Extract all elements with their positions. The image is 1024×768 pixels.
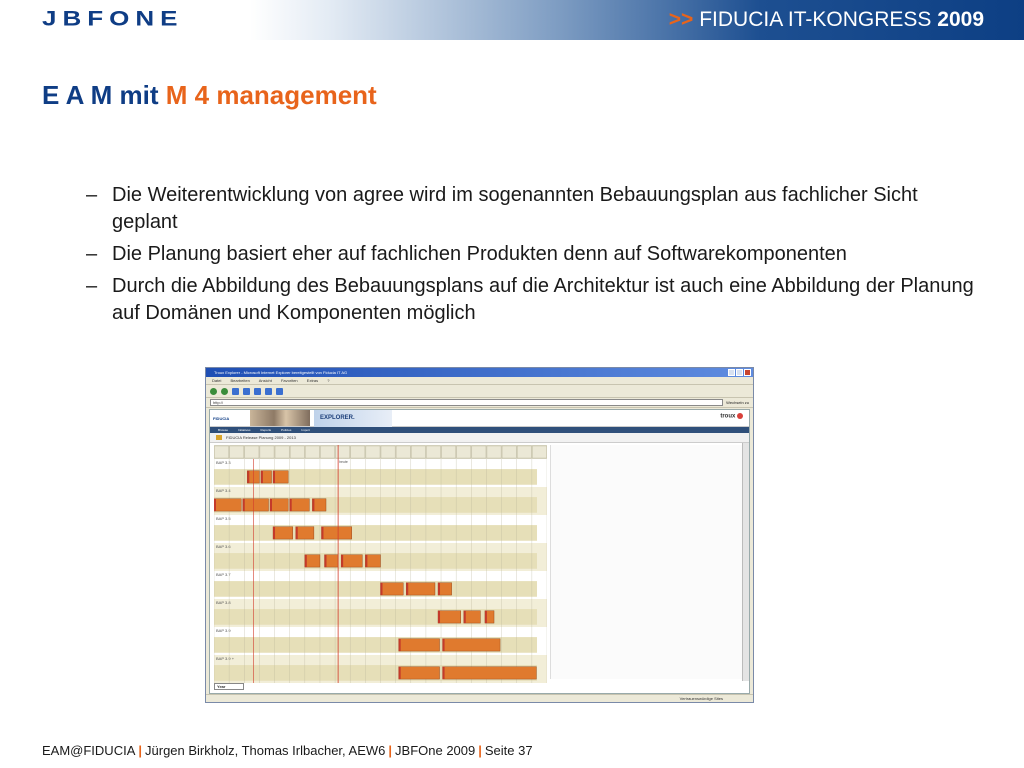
banner-photo: [250, 410, 310, 426]
task-bar: [214, 499, 241, 511]
troux-app: [209, 409, 750, 694]
maximize-button[interactable]: [736, 369, 743, 376]
task-bar: [381, 583, 404, 595]
task-bar-marker: [290, 499, 292, 511]
slide-title-part1: E A M mit: [42, 80, 159, 110]
tab-reports[interactable]: Reports: [260, 428, 272, 432]
task-bar: [290, 499, 310, 511]
zoom-select[interactable]: Year: [214, 683, 244, 690]
lane-label: BAP 3.6: [216, 544, 231, 549]
task-bar: [341, 555, 362, 567]
task-bar: [324, 555, 338, 567]
task-bar-marker: [438, 583, 440, 595]
timeline-month-cell: [260, 446, 274, 458]
timeline-month-cell: [411, 446, 425, 458]
security-zone: Vertrauenswürdige Sites: [679, 696, 723, 701]
task-bar-marker: [261, 471, 263, 483]
refresh-icon[interactable]: [243, 388, 250, 395]
lane-label: BAP 3.9: [216, 628, 231, 633]
stop-icon[interactable]: [232, 388, 239, 395]
timeline-month-cell: [517, 446, 531, 458]
footer-authors: Jürgen Birkholz, Thomas Irlbacher, AEW6: [145, 743, 386, 758]
timeline-month-cell: [305, 446, 319, 458]
timeline-month-cell: [275, 446, 289, 458]
menu-item-help[interactable]: ?: [327, 378, 330, 383]
slide-title-part2: M 4 management: [165, 80, 377, 110]
timeline-month-cell: [487, 446, 501, 458]
favorites-icon[interactable]: [276, 388, 283, 395]
menu-item-extras[interactable]: Extras: [306, 378, 319, 383]
tab-import[interactable]: Import: [301, 428, 310, 432]
task-bar-marker: [312, 499, 314, 511]
timeline-month-cell: [457, 446, 471, 458]
menu-item-bearbeiten[interactable]: Bearbeiten: [230, 378, 250, 383]
home-icon[interactable]: [254, 388, 261, 395]
task-bar: [273, 527, 293, 539]
task-bar-marker: [214, 499, 216, 511]
troux-logo: [720, 413, 743, 420]
task-bar-marker: [464, 611, 466, 623]
embedded-screenshot: [205, 367, 754, 703]
task-bar: [273, 471, 288, 483]
footer-separator: |: [138, 743, 143, 758]
timeline-month-cell: [426, 446, 440, 458]
lane-band: [214, 525, 537, 541]
task-bar: [365, 555, 380, 567]
task-bar-marker: [243, 499, 245, 511]
task-bar: [296, 527, 314, 539]
task-bar-marker: [365, 555, 367, 567]
task-bar-marker: [321, 527, 323, 539]
troux-wordmark: troux: [720, 413, 736, 420]
task-bar-marker: [341, 555, 343, 567]
task-bar: [312, 499, 326, 511]
timeline-month-cell: [502, 446, 516, 458]
task-bar: [406, 583, 435, 595]
congress-prefix: >>: [668, 8, 694, 31]
folder-icon: [216, 435, 222, 440]
lane-label: BAP 3.3: [216, 460, 231, 465]
back-icon[interactable]: [210, 388, 217, 395]
window-title: Troux Explorer - Microsoft Internet Explorer bereitgestellt von Fiducia IT AG: [214, 370, 348, 375]
browser-toolbar: [206, 385, 753, 398]
lane-label: BAP 3.7: [216, 572, 231, 577]
task-bar-marker: [305, 555, 307, 567]
timeline-month-cell: [472, 446, 486, 458]
timeline-month-cell: [336, 446, 350, 458]
timeline-month-cell: [215, 446, 229, 458]
bullet-item: [86, 273, 986, 327]
close-button[interactable]: [744, 369, 751, 376]
task-bar: [438, 611, 461, 623]
task-bar-marker: [485, 611, 487, 623]
timeline-month-cell: [245, 446, 259, 458]
congress-year: 2009: [937, 8, 984, 31]
slide-title: [42, 80, 377, 111]
task-bar-marker: [399, 667, 401, 679]
timeline-month-cell: [381, 446, 395, 458]
fiducia-logo: FIDUCIA: [213, 415, 230, 421]
menu-item-ansicht[interactable]: Ansicht: [258, 378, 272, 383]
bullet-text: Die Weiterentwicklung von agree wird im sogenannten Bebauungsplan aus fachlicher Sicht geplant: [112, 184, 918, 233]
task-bar-marker: [443, 639, 445, 651]
timeline-month-cell: [442, 446, 456, 458]
task-bar: [443, 639, 501, 651]
timeline-month-cell: [351, 446, 365, 458]
task-bar: [270, 499, 288, 511]
jbfone-logo: JBFONE: [42, 6, 184, 31]
browser-menubar: [206, 377, 753, 385]
minimize-button[interactable]: [728, 369, 735, 376]
browser-statusbar: [206, 694, 753, 702]
bullet-text: Durch die Abbildung des Bebauungsplans auf die Architektur ist auch eine Abbildung der Planung auf Domänen und Komponenten möglich: [112, 275, 974, 324]
task-bar: [399, 639, 440, 651]
task-bar-marker: [443, 667, 445, 679]
bullet-item: [86, 182, 986, 236]
footer-event: JBFOne 2009: [395, 743, 476, 758]
window-controls: [728, 369, 751, 376]
menu-item-datei[interactable]: Datei: [212, 378, 222, 383]
task-bar: [464, 611, 481, 623]
timeline-month-cell: [230, 446, 244, 458]
browser-addressbar: [206, 398, 753, 408]
bullet-marker: –: [86, 275, 98, 297]
app-banner: [210, 410, 749, 427]
planning-subbar: [210, 433, 749, 443]
bullet-list: [86, 182, 986, 332]
footer-org: EAM@FIDUCIA: [42, 743, 136, 758]
window-titlebar: [206, 368, 753, 377]
bullet-marker: –: [86, 184, 98, 206]
task-bar-marker: [296, 527, 298, 539]
bullet-marker: –: [86, 243, 98, 265]
lane-label: BAP 3.8: [216, 600, 231, 605]
task-bar: [438, 583, 452, 595]
tab-browse[interactable]: Browse: [218, 428, 229, 432]
timeline-month-cell: [366, 446, 380, 458]
release-gantt-chart: [214, 445, 547, 683]
lane-label: BAP 3.5: [216, 516, 231, 521]
task-bar-marker: [438, 611, 440, 623]
troux-mark-icon: [737, 413, 743, 419]
congress-text: FIDUCIA IT-KONGRESS: [699, 8, 932, 31]
timeline-month-cell: [396, 446, 410, 458]
vertical-scrollbar[interactable]: [742, 443, 749, 681]
task-bar: [305, 555, 320, 567]
today-label: heute: [339, 460, 348, 464]
congress-title: [669, 8, 984, 32]
task-bar: [399, 667, 440, 679]
go-button[interactable]: Wechseln zu: [726, 400, 749, 405]
task-bar-marker: [270, 499, 272, 511]
tab-initiatives[interactable]: Initiatives: [238, 428, 251, 432]
lane-label: BAP 3.9 +: [216, 656, 235, 661]
forward-icon[interactable]: [221, 388, 228, 395]
task-bar-marker: [324, 555, 326, 567]
task-bar-marker: [399, 639, 401, 651]
menu-item-favoriten[interactable]: Favoriten: [280, 378, 298, 383]
task-bar-marker: [406, 583, 408, 595]
bullet-text: Die Planung basiert eher auf fachlichen Produkten denn auf Softwarekomponenten: [112, 243, 847, 265]
zoom-controls: [214, 682, 244, 691]
footer-separator: |: [478, 743, 482, 758]
task-bar: [321, 527, 351, 539]
address-input[interactable]: http://: [210, 399, 723, 406]
task-bar-marker: [273, 471, 275, 483]
detail-pane: [550, 445, 745, 679]
timeline-month-cell: [532, 446, 546, 458]
header-band: [0, 0, 1024, 40]
slide-footer: [42, 743, 533, 758]
task-bar-marker: [273, 527, 275, 539]
search-icon[interactable]: [265, 388, 272, 395]
lane-band: [214, 581, 537, 597]
task-bar-marker: [247, 471, 249, 483]
task-bar: [443, 667, 537, 679]
bullet-item: [86, 241, 986, 268]
timeline-month-cell: [320, 446, 334, 458]
footer-separator: |: [388, 743, 393, 758]
timeline-month-cell: [290, 446, 304, 458]
task-bar-marker: [381, 583, 383, 595]
explorer-logo: EXPLORER.: [314, 410, 392, 427]
tab-policies[interactable]: Policies: [281, 428, 292, 432]
task-bar: [243, 499, 269, 511]
planning-title: FIDUCIA Release Planung 2009 - 2013: [226, 435, 296, 440]
lane-label: BAP 3.4: [216, 488, 231, 493]
footer-page: Seite 37: [484, 743, 533, 758]
